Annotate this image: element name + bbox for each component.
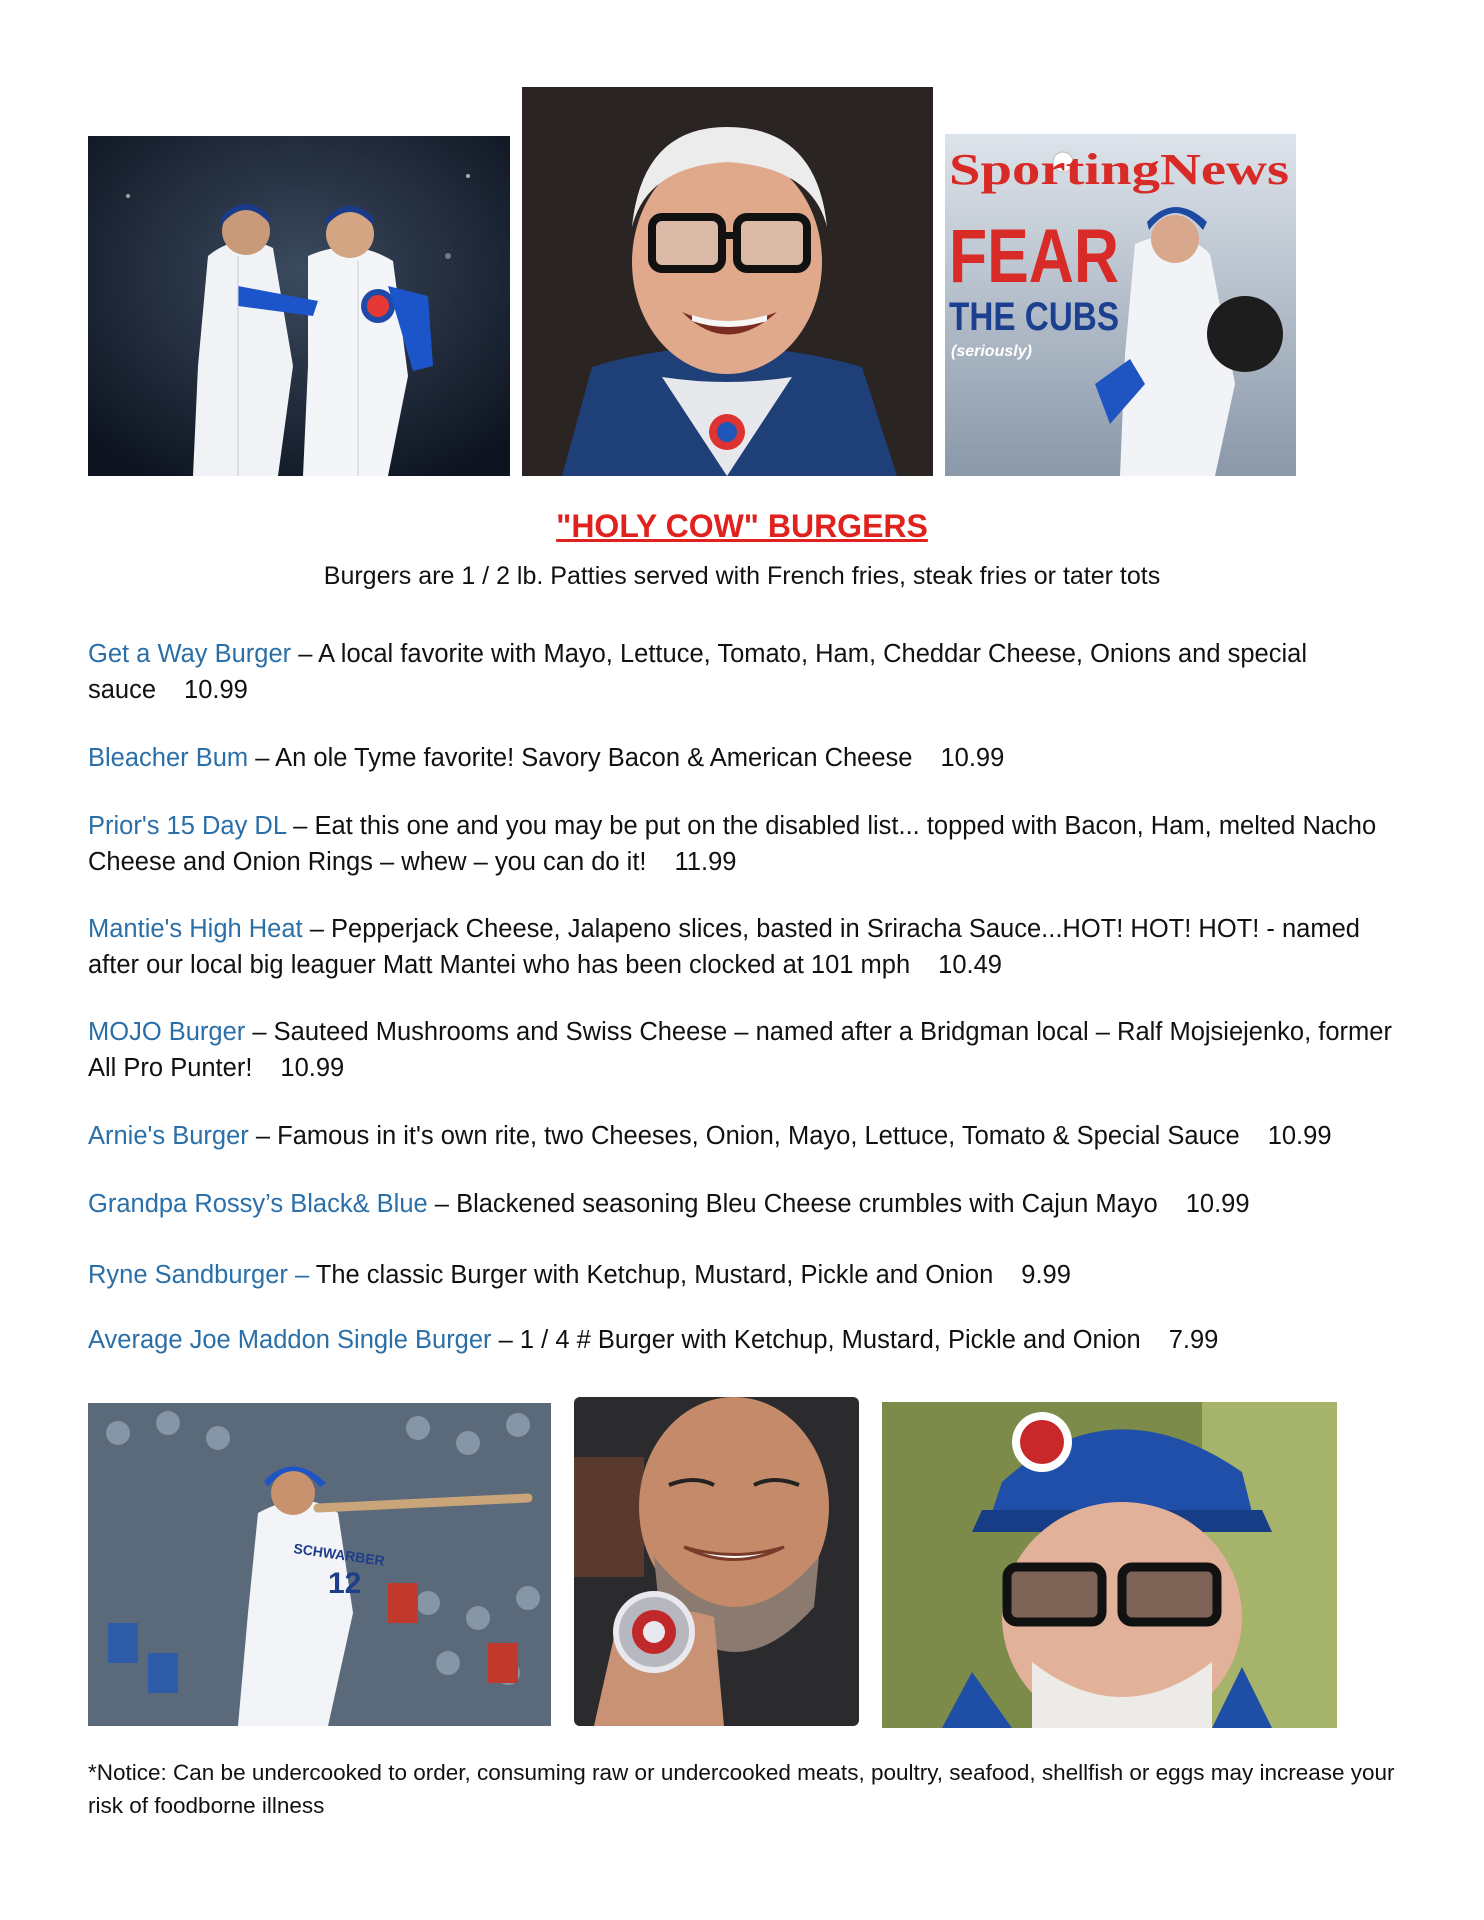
menu-item-description: Sauteed Mushrooms and Swiss Cheese – named after a Bridgman local – Ralf Mojsiejenko, former All Pro Punter!: [88, 1018, 1392, 1082]
menu-item-price: 10.99: [184, 676, 248, 704]
menu-item-name: Ryne Sandburger –: [88, 1261, 310, 1289]
menu-item-price: 10.99: [1267, 1122, 1332, 1150]
menu-item-price: 10.99: [280, 1054, 345, 1082]
menu-item: Get a Way Burger – A local favorite with Mayo, Lettuce, Tomato, Ham, Cheddar Cheese, Onions and special sauce 10.99: [88, 640, 1307, 704]
photo-cubs-hitter-swinging: [88, 1403, 551, 1726]
menu-item-description: The classic Burger with Ketchup, Mustard, Pickle and Onion: [315, 1261, 994, 1289]
magazine-headline-cubs: THE CUBS: [949, 295, 1119, 339]
menu-item-name: MOJO Burger: [88, 1018, 246, 1046]
menu-item: [88, 1257, 1398, 1293]
magazine-tagline: (seriously): [951, 343, 1032, 360]
menu-item-description: An ole Tyme favorite! Savory Bacon & American Cheese: [275, 744, 913, 772]
photo-world-series-ring: [574, 1397, 859, 1726]
menu-item-price: 10.99: [1185, 1190, 1250, 1218]
foodborne-illness-notice: *Notice: Can be undercooked to order, consuming raw or undercooked meats, poultry, seafood, shellfish or eggs may increase your risk of foodborne illness: [88, 1760, 1395, 1818]
menu-title: "HOLY COW" BURGERS: [556, 508, 928, 544]
menu-item: MOJO Burger – Sauteed Mushrooms and Swiss Cheese – named after a Bridgman local – Ralf Mojsiejenko, former All Pro Punter! 10.99: [88, 1018, 1392, 1082]
menu-item-description: Pepperjack Cheese, Jalapeno slices, basted in Sriracha Sauce...HOT! HOT! HOT! - named after our local big leaguer Matt Mantei who has been clocked at 101 mph: [88, 915, 1360, 979]
menu-item-price: 9.99: [1021, 1261, 1071, 1289]
magazine-headline-fear: FEAR: [949, 214, 1119, 299]
menu-item: Mantie's High Heat – Pepperjack Cheese, Jalapeno slices, basted in Sriracha Sauce...HOT! HOT! HOT! - named after our local big leaguer Matt Mantei who has been clocked at 101 mph 10.49: [88, 915, 1360, 979]
menu-item: Prior's 15 Day DL – Eat this one and you may be put on the disabled list... topped with Bacon, Ham, melted Nacho Cheese and Onion Rings – whew – you can do it! 11.99: [88, 812, 1377, 876]
photo-announcer-portrait: [522, 87, 933, 476]
menu-item-description: A local favorite with Mayo, Lettuce, Tomato, Ham, Cheddar Cheese, Onions and special sauce: [88, 640, 1307, 704]
menu-item-description: Blackened seasoning Bleu Cheese crumbles with Cajun Mayo: [456, 1190, 1158, 1218]
menu-item: Grandpa Rossy’s Black& Blue – Blackened seasoning Bleu Cheese crumbles with Cajun Mayo 10.99: [88, 1190, 1250, 1218]
menu-item-price: 11.99: [674, 848, 737, 876]
photo-cubs-manager: [882, 1402, 1337, 1728]
menu-subtitle: Burgers are 1 / 2 lb. Patties served with French fries, steak fries or tater tots: [323, 562, 1161, 590]
menu-item-description: Eat this one and you may be put on the disabled list... topped with Bacon, Ham, melted Nacho Cheese and Onion Rings – whew – you can do it!: [88, 812, 1377, 876]
menu-item: Arnie's Burger – Famous in it's own rite, two Cheeses, Onion, Mayo, Lettuce, Tomato & Special Sauce 10.99: [88, 1122, 1332, 1150]
menu-item-price: 10.49: [938, 951, 1002, 979]
menu-item: Average Joe Maddon Single Burger – 1 / 4 # Burger with Ketchup, Mustard, Pickle and Onion 7.99: [88, 1326, 1219, 1354]
menu-item-name: Bleacher Bum: [88, 744, 249, 772]
menu-item-name: Average Joe Maddon Single Burger: [88, 1326, 492, 1354]
menu-item-name: Arnie's Burger: [88, 1122, 249, 1150]
menu-item-price: 7.99: [1168, 1326, 1219, 1354]
menu-item-name: Grandpa Rossy’s Black& Blue: [88, 1190, 428, 1218]
menu-item-name: Mantie's High Heat: [88, 915, 303, 943]
menu-item-name: Prior's 15 Day DL: [88, 812, 287, 840]
magazine-masthead: SportingNews: [949, 145, 1289, 194]
photo-cubs-players-celebrating: [88, 136, 510, 476]
menu-item-name: Get a Way Burger: [88, 640, 292, 668]
photo-sporting-news-cover: [945, 134, 1296, 476]
menu-item-description: Famous in it's own rite, two Cheeses, Onion, Mayo, Lettuce, Tomato & Special Sauce: [277, 1122, 1240, 1150]
menu-item-description: 1 / 4 # Burger with Ketchup, Mustard, Pickle and Onion: [519, 1326, 1141, 1354]
menu-item: Bleacher Bum – An ole Tyme favorite! Savory Bacon & American Cheese 10.99: [88, 744, 1005, 772]
hitter-jersey-number: 12: [328, 1567, 362, 1600]
hitter-jersey-name: SCHWARBER: [292, 1540, 386, 1569]
menu-item-price: 10.99: [940, 744, 1005, 772]
